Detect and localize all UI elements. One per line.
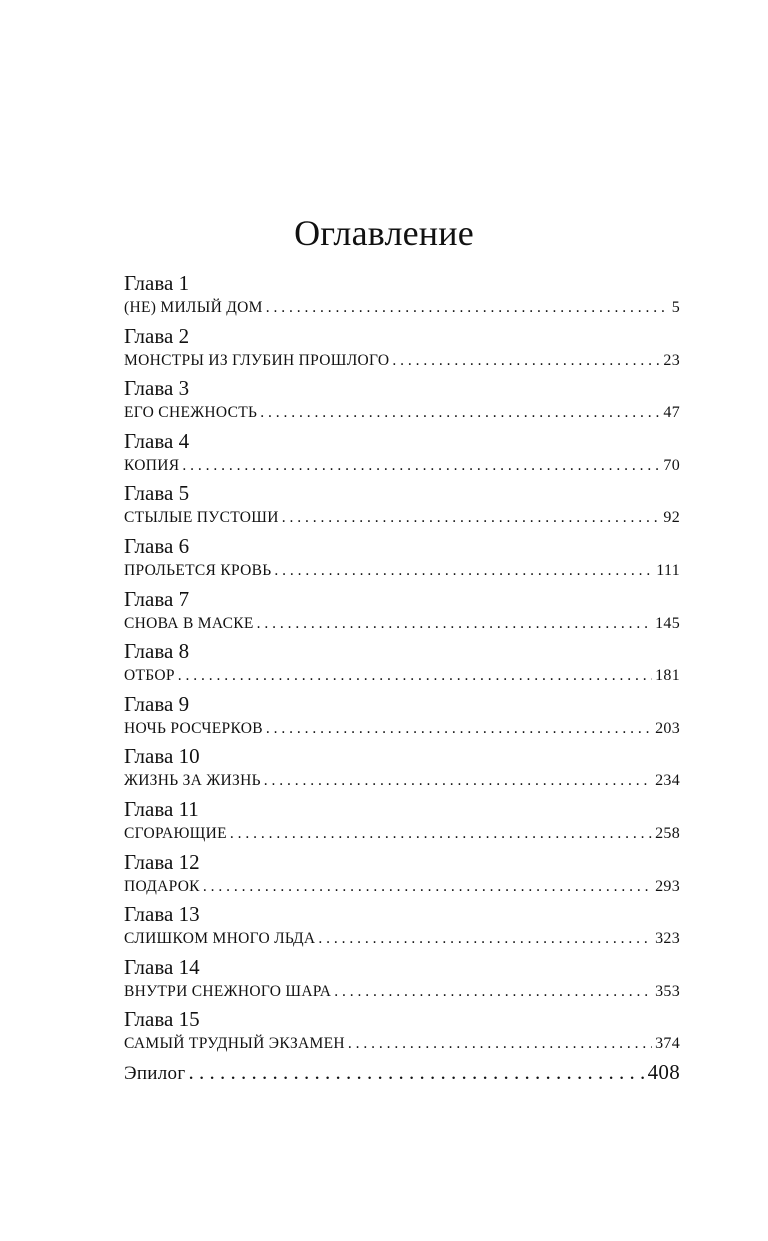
chapter-title: САМЫЙ ТРУДНЫЙ ЭКЗАМЕН: [124, 1035, 345, 1053]
chapter-title: МОНСТРЫ ИЗ ГЛУБИН ПРОШЛОГО: [124, 351, 390, 369]
chapter-line: [124, 349, 680, 373]
chapter-line: [124, 717, 680, 741]
toc-entry[interactable]: [124, 428, 680, 481]
dot-leader: [392, 349, 660, 373]
chapter-line: [124, 559, 680, 583]
chapter-line: [124, 822, 680, 846]
toc-entry-epilogue[interactable]: [124, 1059, 680, 1085]
dot-leader: [257, 612, 652, 636]
chapter-page-number: 374: [655, 1035, 680, 1053]
toc-entry[interactable]: [124, 954, 680, 1007]
chapter-page-number: 92: [663, 509, 680, 527]
toc-entry[interactable]: [124, 691, 680, 744]
dot-leader: [274, 559, 653, 583]
chapter-line: [124, 927, 680, 951]
epilogue-title: Эпилог: [124, 1062, 186, 1084]
dot-leader: [266, 296, 669, 320]
chapter-label: Глава 6: [124, 533, 190, 558]
chapter-line: [124, 769, 680, 793]
chapter-list: [124, 270, 680, 1059]
chapter-label: Глава 9: [124, 691, 190, 716]
chapter-page-number: 145: [655, 614, 680, 632]
dot-leader: [266, 717, 652, 741]
dot-leader: [318, 927, 652, 951]
chapter-page-number: 258: [655, 824, 680, 842]
toc-entry[interactable]: [124, 743, 680, 796]
chapter-title: СНОВА В МАСКЕ: [124, 614, 254, 632]
chapter-page-number: 5: [671, 299, 680, 316]
chapter-label: Глава 2: [124, 323, 190, 348]
toc-entry[interactable]: [124, 849, 680, 902]
chapter-label: Глава 11: [124, 796, 199, 821]
chapter-page-number: 111: [656, 561, 680, 579]
dot-leader: [182, 454, 660, 478]
chapter-label: Глава 15: [124, 1007, 200, 1032]
chapter-page-number: 181: [655, 667, 680, 685]
chapter-title: ЖИЗНЬ ЗА ЖИЗНЬ: [124, 772, 261, 790]
chapter-line: [124, 1032, 680, 1056]
toc-entry[interactable]: [124, 586, 680, 639]
toc-entry[interactable]: [124, 796, 680, 849]
chapter-line: [124, 875, 680, 899]
dot-leader: [348, 1032, 652, 1056]
toc-entry[interactable]: [124, 1006, 680, 1059]
dot-leader: [260, 401, 660, 425]
toc-entry[interactable]: [124, 375, 680, 428]
page-title: Оглавление: [294, 213, 474, 253]
chapter-title: СТЫЛЫЕ ПУСТОШИ: [124, 509, 279, 527]
epilogue-page-number: 408: [647, 1059, 680, 1084]
chapter-line: [124, 664, 680, 688]
dot-leader: [188, 1059, 644, 1085]
chapter-title: СЛИШКОМ МНОГО ЛЬДА: [124, 930, 316, 948]
chapter-title: ПРОЛЬЕТСЯ КРОВЬ: [124, 561, 272, 579]
dot-leader: [230, 822, 652, 846]
toc-entry[interactable]: [124, 323, 680, 376]
chapter-title: (НЕ) МИЛЫЙ ДОМ: [124, 299, 263, 316]
chapter-page-number: 203: [655, 719, 680, 737]
toc-entry[interactable]: [124, 480, 680, 533]
chapter-title: ПОДАРОК: [124, 877, 200, 895]
chapter-label: Глава 3: [124, 376, 190, 401]
chapter-label: Глава 12: [124, 849, 200, 874]
dot-leader: [203, 875, 652, 899]
chapter-line: [124, 296, 680, 320]
chapter-title: НОЧЬ РОСЧЕРКОВ: [124, 719, 263, 737]
dot-leader: [334, 980, 652, 1004]
chapter-label: Глава 5: [124, 481, 190, 506]
chapter-line: [124, 980, 680, 1004]
chapter-label: Глава 10: [124, 744, 200, 769]
chapter-title: ОТБОР: [124, 667, 175, 685]
chapter-label: Глава 4: [124, 428, 190, 453]
chapter-label: Глава 8: [124, 639, 190, 664]
chapter-line: [124, 506, 680, 530]
chapter-label: Глава 13: [124, 902, 200, 927]
chapter-page-number: 234: [655, 772, 680, 790]
chapter-label: Глава 14: [124, 954, 200, 979]
chapter-page-number: 23: [663, 351, 680, 369]
dot-leader: [264, 769, 652, 793]
chapter-title: ВНУТРИ СНЕЖНОГО ШАРА: [124, 982, 332, 1000]
chapter-page-number: 293: [655, 877, 680, 895]
chapter-label: Глава 7: [124, 586, 190, 611]
chapter-label: Глава 1: [124, 271, 190, 295]
chapter-page-number: 70: [663, 456, 680, 474]
chapter-line: [124, 612, 680, 636]
toc-entry[interactable]: [124, 638, 680, 691]
chapter-line: [124, 454, 680, 478]
chapter-title: КОПИЯ: [124, 456, 180, 474]
toc-entry[interactable]: [124, 901, 680, 954]
chapter-page-number: 323: [655, 930, 680, 948]
chapter-title: ЕГО СНЕЖНОСТЬ: [124, 404, 258, 422]
chapter-page-number: 47: [663, 404, 680, 422]
dot-leader: [178, 664, 652, 688]
chapter-page-number: 353: [655, 982, 680, 1000]
chapter-title: СГОРАЮЩИЕ: [124, 824, 227, 842]
dot-leader: [282, 506, 661, 530]
table-of-contents: [124, 270, 680, 1085]
toc-entry[interactable]: [124, 533, 680, 586]
chapter-line: [124, 401, 680, 425]
toc-entry[interactable]: [124, 270, 680, 323]
